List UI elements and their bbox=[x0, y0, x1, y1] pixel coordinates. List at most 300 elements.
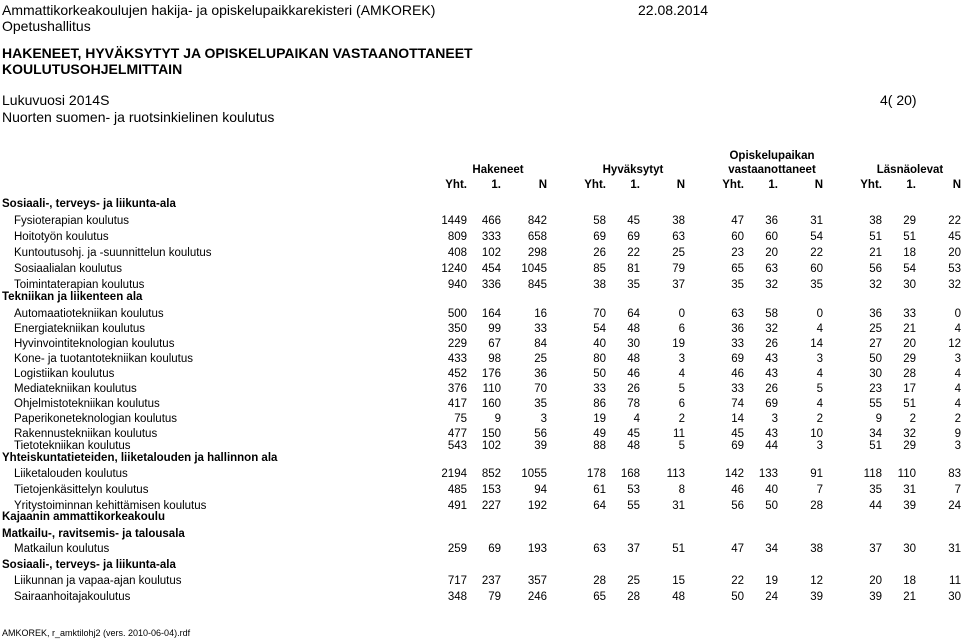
table-cell: 5 bbox=[678, 383, 685, 395]
section-heading: Kajaanin ammattikorkeakoulu bbox=[2, 511, 165, 523]
table-cell: 34 bbox=[869, 428, 882, 440]
table-cell: 35 bbox=[731, 279, 744, 291]
table-cell: 56 bbox=[731, 500, 744, 512]
col-subheader: 1. bbox=[630, 179, 640, 191]
table-cell: 48 bbox=[672, 591, 685, 603]
table-cell: 20 bbox=[765, 247, 778, 259]
col-subheader: Yht. bbox=[722, 179, 744, 191]
table-cell: 34 bbox=[765, 543, 778, 555]
table-cell: 28 bbox=[627, 591, 640, 603]
table-cell: 54 bbox=[593, 323, 606, 335]
table-cell: 852 bbox=[481, 468, 501, 480]
table-cell: 47 bbox=[731, 215, 744, 227]
table-cell: 1449 bbox=[441, 215, 467, 227]
report-publisher: Opetushallitus bbox=[2, 18, 91, 34]
table-cell: 18 bbox=[903, 247, 916, 259]
table-cell: 15 bbox=[672, 575, 685, 587]
table-cell: 4 bbox=[816, 323, 823, 335]
table-cell: 9 bbox=[494, 413, 501, 425]
table-cell: 38 bbox=[869, 215, 882, 227]
table-cell: 4 bbox=[954, 368, 961, 380]
row-label: Fysioterapian koulutus bbox=[14, 215, 130, 227]
table-cell: 466 bbox=[481, 215, 501, 227]
table-cell: 91 bbox=[810, 468, 823, 480]
table-cell: 49 bbox=[593, 428, 606, 440]
table-cell: 3 bbox=[540, 413, 547, 425]
table-cell: 33 bbox=[731, 338, 744, 350]
table-cell: 35 bbox=[869, 484, 882, 496]
table-cell: 417 bbox=[447, 398, 467, 410]
table-cell: 55 bbox=[627, 500, 640, 512]
table-cell: 491 bbox=[447, 500, 467, 512]
col-group-lasnaolevat: Läsnäolevat bbox=[876, 164, 944, 176]
table-cell: 63 bbox=[731, 308, 744, 320]
table-cell: 14 bbox=[810, 338, 823, 350]
table-cell: 39 bbox=[903, 500, 916, 512]
table-cell: 69 bbox=[765, 398, 778, 410]
table-cell: 75 bbox=[454, 413, 467, 425]
table-cell: 32 bbox=[903, 428, 916, 440]
table-cell: 142 bbox=[724, 468, 744, 480]
table-cell: 192 bbox=[527, 500, 547, 512]
table-cell: 29 bbox=[903, 440, 916, 452]
table-cell: 2 bbox=[678, 413, 685, 425]
table-cell: 12 bbox=[810, 575, 823, 587]
table-cell: 21 bbox=[903, 591, 916, 603]
table-cell: 20 bbox=[903, 338, 916, 350]
col-group-vastaanottaneet: Opiskelupaikan bbox=[729, 150, 815, 162]
table-cell: 32 bbox=[948, 279, 961, 291]
table-cell: 39 bbox=[534, 440, 547, 452]
report-org: Ammattikorkeakoulujen hakija- ja opiskelupaikkarekisteri (AMKOREK) bbox=[2, 2, 436, 18]
table-cell: 477 bbox=[447, 428, 467, 440]
table-cell: 25 bbox=[534, 353, 547, 365]
table-cell: 21 bbox=[869, 247, 882, 259]
table-cell: 46 bbox=[731, 368, 744, 380]
table-cell: 47 bbox=[731, 543, 744, 555]
section-heading: Sosiaali-, terveys- ja liikunta-ala bbox=[2, 559, 176, 571]
row-label: Ohjelmistotekniikan koulutus bbox=[14, 398, 160, 410]
table-cell: 348 bbox=[447, 591, 467, 603]
table-cell: 55 bbox=[869, 398, 882, 410]
col-subheader: Yht. bbox=[445, 179, 467, 191]
table-cell: 9 bbox=[875, 413, 882, 425]
table-cell: 4 bbox=[816, 398, 823, 410]
table-cell: 14 bbox=[731, 413, 744, 425]
table-cell: 376 bbox=[447, 383, 467, 395]
table-cell: 31 bbox=[948, 543, 961, 555]
table-cell: 237 bbox=[481, 575, 501, 587]
report-footer: AMKOREK, r_amktilohj2 (vers. 2010-06-04).rdf bbox=[2, 628, 191, 638]
section-heading: Yhteiskuntatieteiden, liiketalouden ja hallinnon ala bbox=[2, 452, 278, 464]
table-cell: 32 bbox=[765, 323, 778, 335]
table-cell: 36 bbox=[765, 215, 778, 227]
table-cell: 46 bbox=[627, 368, 640, 380]
table-cell: 22 bbox=[948, 215, 961, 227]
table-cell: 102 bbox=[481, 440, 501, 452]
col-group-hakeneet: Hakeneet bbox=[472, 164, 524, 176]
table-cell: 452 bbox=[447, 368, 467, 380]
table-cell: 12 bbox=[948, 338, 961, 350]
table-cell: 26 bbox=[593, 247, 606, 259]
table-cell: 60 bbox=[810, 263, 823, 275]
table-cell: 113 bbox=[666, 468, 685, 480]
table-cell: 80 bbox=[593, 353, 606, 365]
row-label: Sosiaalialan koulutus bbox=[14, 263, 123, 275]
table-cell: 64 bbox=[593, 500, 606, 512]
table-cell: 25 bbox=[672, 247, 685, 259]
table-cell: 26 bbox=[765, 383, 778, 395]
table-cell: 809 bbox=[447, 231, 467, 243]
table-cell: 1045 bbox=[521, 263, 547, 275]
table-cell: 50 bbox=[869, 353, 882, 365]
table-cell: 25 bbox=[869, 323, 882, 335]
table-cell: 29 bbox=[903, 215, 916, 227]
table-cell: 88 bbox=[593, 440, 606, 452]
row-label: Yritystoiminnan kehittämisen koulutus bbox=[14, 500, 207, 512]
table-cell: 9 bbox=[954, 428, 961, 440]
table-cell: 454 bbox=[481, 263, 501, 275]
section-heading: Matkailu-, ravitsemis- ja talousala bbox=[2, 528, 185, 540]
table-cell: 22 bbox=[731, 575, 744, 587]
table-cell: 3 bbox=[678, 353, 685, 365]
table-cell: 20 bbox=[948, 247, 961, 259]
table-cell: 940 bbox=[447, 279, 467, 291]
row-label: Paperikoneteknologian koulutus bbox=[14, 413, 178, 425]
table-cell: 193 bbox=[527, 543, 547, 555]
table-cell: 86 bbox=[593, 398, 606, 410]
table-cell: 19 bbox=[672, 338, 685, 350]
table-cell: 118 bbox=[863, 468, 882, 480]
table-cell: 36 bbox=[731, 323, 744, 335]
report-scope: Nuorten suomen- ja ruotsinkielinen koulutus bbox=[2, 109, 275, 125]
table-cell: 24 bbox=[765, 591, 778, 603]
row-label: Energiatekniikan koulutus bbox=[14, 323, 146, 335]
row-label: Automaatiotekniikan koulutus bbox=[14, 308, 164, 320]
table-cell: 63 bbox=[765, 263, 778, 275]
table-cell: 2 bbox=[816, 413, 823, 425]
row-label: Kuntoutusohj. ja -suunnittelun koulutus bbox=[14, 247, 212, 259]
table-cell: 433 bbox=[447, 353, 467, 365]
table-cell: 176 bbox=[481, 368, 501, 380]
table-cell: 543 bbox=[447, 440, 467, 452]
table-cell: 30 bbox=[948, 591, 961, 603]
table-cell: 298 bbox=[527, 247, 547, 259]
table-cell: 50 bbox=[731, 591, 744, 603]
table-cell: 50 bbox=[765, 500, 778, 512]
table-cell: 1240 bbox=[441, 263, 467, 275]
report-date: 22.08.2014 bbox=[638, 2, 709, 18]
table-cell: 3 bbox=[816, 440, 823, 452]
table-cell: 8 bbox=[678, 484, 685, 496]
table-cell: 69 bbox=[593, 231, 606, 243]
table-cell: 4 bbox=[816, 368, 823, 380]
table-cell: 51 bbox=[672, 543, 685, 555]
table-cell: 58 bbox=[765, 308, 778, 320]
table-cell: 28 bbox=[593, 575, 606, 587]
table-cell: 0 bbox=[816, 308, 823, 320]
table-cell: 36 bbox=[534, 368, 547, 380]
table-cell: 3 bbox=[954, 353, 961, 365]
table-cell: 21 bbox=[903, 323, 916, 335]
table-cell: 78 bbox=[627, 398, 640, 410]
table-cell: 29 bbox=[903, 353, 916, 365]
table-cell: 37 bbox=[869, 543, 882, 555]
table-cell: 658 bbox=[527, 231, 547, 243]
table-cell: 84 bbox=[534, 338, 547, 350]
table-cell: 33 bbox=[534, 323, 547, 335]
table-cell: 333 bbox=[481, 231, 501, 243]
table-cell: 4 bbox=[954, 323, 961, 335]
table-cell: 246 bbox=[527, 591, 547, 603]
table-cell: 64 bbox=[627, 308, 640, 320]
row-label: Liiketalouden koulutus bbox=[14, 468, 128, 480]
row-label: Kone- ja tuotantotekniikan koulutus bbox=[14, 353, 194, 365]
table-cell: 50 bbox=[593, 368, 606, 380]
table-cell: 43 bbox=[765, 368, 778, 380]
table-cell: 45 bbox=[948, 231, 961, 243]
table-cell: 63 bbox=[593, 543, 606, 555]
table-cell: 4 bbox=[633, 413, 640, 425]
table-cell: 7 bbox=[954, 484, 961, 496]
table-cell: 22 bbox=[627, 247, 640, 259]
table-cell: 336 bbox=[481, 279, 501, 291]
table-cell: 717 bbox=[447, 575, 467, 587]
table-cell: 30 bbox=[869, 368, 882, 380]
table-cell: 500 bbox=[447, 308, 467, 320]
table-cell: 2194 bbox=[441, 468, 467, 480]
table-cell: 357 bbox=[527, 575, 547, 587]
table-cell: 6 bbox=[678, 398, 685, 410]
table-cell: 53 bbox=[627, 484, 640, 496]
table-cell: 10 bbox=[810, 428, 823, 440]
table-cell: 1055 bbox=[521, 468, 547, 480]
table-cell: 79 bbox=[672, 263, 685, 275]
table-cell: 153 bbox=[481, 484, 501, 496]
table-cell: 24 bbox=[948, 500, 961, 512]
table-cell: 28 bbox=[903, 368, 916, 380]
table-cell: 35 bbox=[810, 279, 823, 291]
col-subheader: Yht. bbox=[860, 179, 882, 191]
col-group-vastaanottaneet-line2: vastaanottaneet bbox=[728, 164, 816, 176]
table-cell: 45 bbox=[627, 215, 640, 227]
table-cell: 36 bbox=[869, 308, 882, 320]
table-cell: 27 bbox=[869, 338, 882, 350]
row-label: Logistiikan koulutus bbox=[14, 368, 115, 380]
table-cell: 25 bbox=[627, 575, 640, 587]
table-cell: 56 bbox=[534, 428, 547, 440]
table-cell: 51 bbox=[869, 440, 882, 452]
row-label: Hoitotyön koulutus bbox=[14, 231, 109, 243]
table-cell: 16 bbox=[534, 308, 547, 320]
table-cell: 32 bbox=[765, 279, 778, 291]
table-cell: 164 bbox=[481, 308, 501, 320]
table-cell: 38 bbox=[593, 279, 606, 291]
table-cell: 56 bbox=[869, 263, 882, 275]
table-cell: 43 bbox=[765, 428, 778, 440]
table-cell: 5 bbox=[678, 440, 685, 452]
row-label: Liikunnan ja vapaa-ajan koulutus bbox=[14, 575, 182, 587]
table-cell: 60 bbox=[731, 231, 744, 243]
table-cell: 2 bbox=[909, 413, 916, 425]
table-cell: 79 bbox=[488, 591, 501, 603]
col-group-hyvaksytyt: Hyväksytyt bbox=[602, 164, 664, 176]
table-cell: 4 bbox=[954, 383, 961, 395]
table-cell: 70 bbox=[593, 308, 606, 320]
report-title: HAKENEET, HYVÄKSYTYT JA OPISKELUPAIKAN VASTAANOTTANEET bbox=[2, 45, 473, 61]
table-cell: 842 bbox=[527, 215, 547, 227]
table-cell: 18 bbox=[903, 575, 916, 587]
page-number: 4( 20) bbox=[880, 92, 917, 108]
table-cell: 40 bbox=[593, 338, 606, 350]
col-subheader: 1. bbox=[906, 179, 916, 191]
table-cell: 160 bbox=[481, 398, 501, 410]
table-cell: 46 bbox=[731, 484, 744, 496]
table-cell: 45 bbox=[627, 428, 640, 440]
table-cell: 69 bbox=[488, 543, 501, 555]
table-cell: 150 bbox=[481, 428, 501, 440]
table-cell: 53 bbox=[948, 263, 961, 275]
table-cell: 31 bbox=[672, 500, 685, 512]
table-cell: 168 bbox=[620, 468, 640, 480]
table-cell: 37 bbox=[672, 279, 685, 291]
row-label: Matkailun koulutus bbox=[14, 543, 110, 555]
table-cell: 83 bbox=[948, 468, 961, 480]
table-cell: 133 bbox=[758, 468, 778, 480]
table-cell: 48 bbox=[627, 323, 640, 335]
table-cell: 33 bbox=[731, 383, 744, 395]
table-cell: 99 bbox=[488, 323, 501, 335]
table-cell: 74 bbox=[731, 398, 744, 410]
table-cell: 11 bbox=[949, 575, 961, 587]
table-cell: 845 bbox=[527, 279, 547, 291]
table-cell: 51 bbox=[903, 231, 916, 243]
table-cell: 6 bbox=[678, 323, 685, 335]
col-subheader: 1. bbox=[768, 179, 778, 191]
table-cell: 19 bbox=[593, 413, 606, 425]
table-cell: 60 bbox=[765, 231, 778, 243]
table-cell: 54 bbox=[810, 231, 823, 243]
table-cell: 4 bbox=[678, 368, 685, 380]
table-cell: 61 bbox=[593, 484, 606, 496]
table-cell: 19 bbox=[765, 575, 778, 587]
table-cell: 33 bbox=[593, 383, 606, 395]
table-cell: 408 bbox=[447, 247, 467, 259]
col-subheader: N bbox=[538, 179, 547, 191]
table-cell: 3 bbox=[771, 413, 778, 425]
table-cell: 45 bbox=[731, 428, 744, 440]
table-cell: 94 bbox=[534, 484, 547, 496]
table-cell: 30 bbox=[903, 279, 916, 291]
table-cell: 350 bbox=[447, 323, 467, 335]
table-cell: 35 bbox=[534, 398, 547, 410]
table-cell: 39 bbox=[810, 591, 823, 603]
table-cell: 5 bbox=[816, 383, 823, 395]
table-cell: 51 bbox=[869, 231, 882, 243]
table-cell: 39 bbox=[869, 591, 882, 603]
table-cell: 7 bbox=[816, 484, 823, 496]
table-cell: 3 bbox=[816, 353, 823, 365]
table-cell: 229 bbox=[447, 338, 467, 350]
table-cell: 23 bbox=[731, 247, 744, 259]
table-cell: 81 bbox=[627, 263, 640, 275]
table-cell: 3 bbox=[954, 440, 961, 452]
report-term: Lukuvuosi 2014S bbox=[2, 92, 110, 108]
table-cell: 227 bbox=[481, 500, 501, 512]
table-cell: 44 bbox=[869, 500, 882, 512]
table-cell: 63 bbox=[672, 231, 685, 243]
row-label: Mediatekniikan koulutus bbox=[14, 383, 137, 395]
table-cell: 67 bbox=[488, 338, 501, 350]
table-cell: 32 bbox=[869, 279, 882, 291]
table-cell: 110 bbox=[482, 383, 501, 395]
table-cell: 26 bbox=[765, 338, 778, 350]
col-subheader: N bbox=[952, 179, 961, 191]
section-heading: Tekniikan ja liikenteen ala bbox=[2, 291, 143, 303]
table-cell: 485 bbox=[447, 484, 467, 496]
table-cell: 4 bbox=[954, 398, 961, 410]
table-cell: 30 bbox=[627, 338, 640, 350]
table-cell: 38 bbox=[810, 543, 823, 555]
table-cell: 0 bbox=[954, 308, 961, 320]
row-label: Sairaanhoitajakoulutus bbox=[14, 591, 131, 603]
row-label: Hyvinvointiteknologian koulutus bbox=[14, 338, 175, 350]
table-cell: 54 bbox=[903, 263, 916, 275]
table-cell: 31 bbox=[810, 215, 823, 227]
table-cell: 37 bbox=[627, 543, 640, 555]
table-cell: 98 bbox=[488, 353, 501, 365]
section-heading: Sosiaali-, terveys- ja liikunta-ala bbox=[2, 198, 176, 210]
table-cell: 51 bbox=[903, 398, 916, 410]
col-subheader: 1. bbox=[491, 179, 501, 191]
table-cell: 35 bbox=[627, 279, 640, 291]
table-cell: 38 bbox=[672, 215, 685, 227]
table-cell: 70 bbox=[534, 383, 547, 395]
table-cell: 30 bbox=[903, 543, 916, 555]
table-cell: 65 bbox=[593, 591, 606, 603]
table-cell: 69 bbox=[731, 353, 744, 365]
table-cell: 48 bbox=[627, 440, 640, 452]
table-cell: 178 bbox=[586, 468, 606, 480]
table-cell: 110 bbox=[897, 468, 916, 480]
table-cell: 48 bbox=[627, 353, 640, 365]
col-subheader: N bbox=[676, 179, 685, 191]
table-cell: 43 bbox=[765, 353, 778, 365]
table-cell: 26 bbox=[627, 383, 640, 395]
report-title-line2: KOULUTUSOHJELMITTAIN bbox=[2, 61, 183, 77]
table-cell: 65 bbox=[731, 263, 744, 275]
table-cell: 11 bbox=[673, 428, 685, 440]
row-label: Tietotekniikan koulutus bbox=[14, 440, 131, 452]
table-cell: 69 bbox=[627, 231, 640, 243]
table-cell: 58 bbox=[593, 215, 606, 227]
table-cell: 31 bbox=[903, 484, 916, 496]
col-subheader: N bbox=[814, 179, 823, 191]
row-label: Rakennustekniikan koulutus bbox=[14, 428, 158, 440]
table-cell: 40 bbox=[765, 484, 778, 496]
table-cell: 33 bbox=[903, 308, 916, 320]
table-cell: 28 bbox=[810, 500, 823, 512]
row-label: Tietojenkäsittelyn koulutus bbox=[14, 484, 149, 496]
table-cell: 20 bbox=[869, 575, 882, 587]
row-label: Toimintaterapian koulutus bbox=[14, 279, 145, 291]
table-cell: 22 bbox=[810, 247, 823, 259]
table-cell: 44 bbox=[765, 440, 778, 452]
table-cell: 0 bbox=[678, 308, 685, 320]
col-subheader: Yht. bbox=[584, 179, 606, 191]
table-cell: 2 bbox=[954, 413, 961, 425]
table-cell: 17 bbox=[903, 383, 916, 395]
